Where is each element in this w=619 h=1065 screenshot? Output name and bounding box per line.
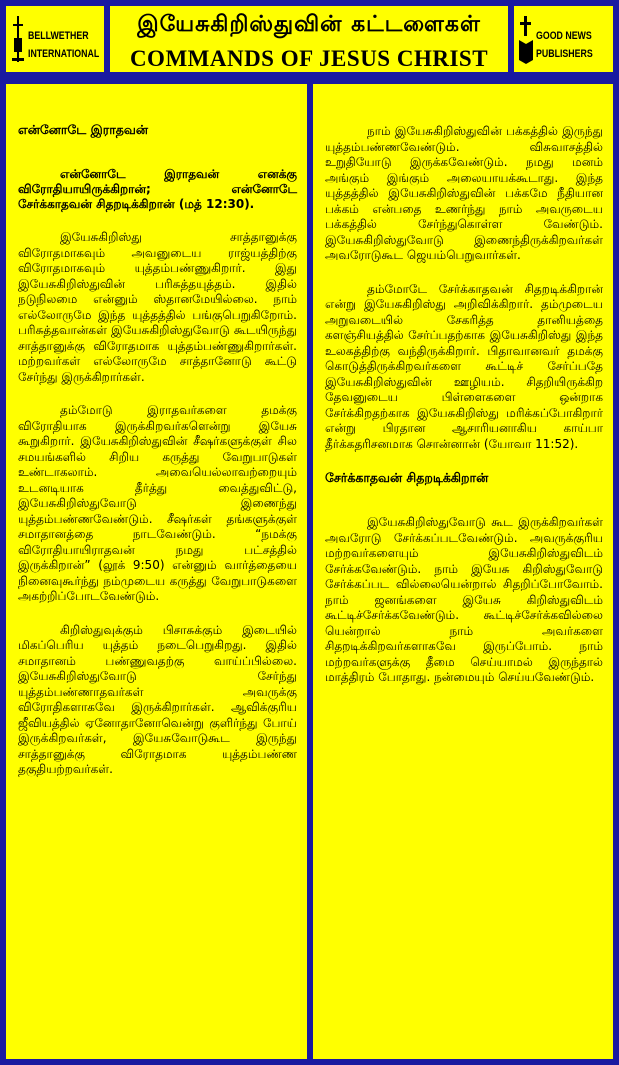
left-logo-line-2: INTERNATIONAL <box>28 48 100 60</box>
right-logo-line-1: GOOD NEWS <box>536 30 592 42</box>
paragraph-left-2: தம்மோடு இராதவர்களை தமக்கு விரோதியாக இருக்கிறவர்களென்று இயேசு கூறுகிறார். இயேசுகிறிஸ்துவின் சீஷர்களுக்குள் சில சமயங்களில் சிறிய கருத்து வேறுபாடுகள் உண்டாகலாம். அவையெல்லாவற்றையும் உடனடியாக தீர்த்து வைத்துவிட்டு, இயேசுகிறிஸ்துவோடு இணைந்து யுத்தம்பண்ணவேண்டும். சீஷர்கள் தங்களுக்குள் சமாதானத்தை நாடவேண்டும். “நமக்கு விரோதியாயிராதவன் நமது பட்சத்தில் இருக்கிறான்” (லூக் 9:50) என்னும் வார்த்தையை நினைவுகூர்ந்து நம்முடைய கருத்து வேறுபாடுகளை அகற்றிப்போடவேண்டும். <box>18 403 297 603</box>
scripture-quote: என்னோடே இராதவன் எனக்கு விரோதியாயிருக்கிறான்; என்னோடே சேர்க்காதவன் சிதறடிக்கிறான் (மத் 12:30). <box>18 167 297 211</box>
right-logo-line-2: PUBLISHERS <box>536 48 593 60</box>
book-logo-icon <box>518 14 534 64</box>
page-title-english: COMMANDS OF JESUS CHRIST <box>129 46 489 71</box>
paragraph-left-1: இயேசுகிறிஸ்து சாத்தானுக்கு விரோதமாகவும் அவனுடைய ராஜ்யத்திற்கு விரோதமாகவும் யுத்தம்பண்ணுகிறார். இது இயேசுகிறிஸ்துவின் பரிசுத்தயுத்தம். இதில் நடுநிலமை என்னும் ஸ்தானமேயில்லை. நாம் எல்லோருமே இந்த யுத்தத்தில் பங்குபெறுகிறோம். பரிசுத்தவான்கள் இயேசுகிறிஸ்துவோடு கூடயிருந்து சாத்தானுக்கு விரோதமாக யுத்தம்பண்ணுகிறார்கள். மற்றவர்கள் எல்லோருமே சாத்தானோடு கூட்டு சேர்ந்து இருக்கிறார்கள். <box>18 230 297 384</box>
title-box <box>107 3 511 75</box>
left-column <box>3 81 310 1062</box>
page-title-tamil: இயேசுகிறிஸ்துவின் கட்டளைகள் <box>137 12 481 37</box>
bellwether-logo-icon <box>10 14 26 64</box>
paragraph-left-3: கிறிஸ்துவுக்கும் பிசாசுக்கும் இடையில் மிகப்பெரிய யுத்தம் நடைபெறுகிறது. இதில் சமாதானம் பண்ணுவதற்கு வாய்ப்பில்லை. இயேசுகிறிஸ்துவோடு சேர்ந்து யுத்தம்பண்ணாதவர்கள் அவருக்கு விரோதிகளாகவே இருக்கிறார்கள். ஆவிக்குரிய ஜீவியத்தில் ஏனோதானோவென்று குளிர்ந்து போய் இருக்கிறவர்கள், இயேசுவோடுகூட இருந்து சாத்தானுக்கு விரோதமாக யுத்தம்பண்ண தகுதியற்றவர்கள். <box>18 622 297 776</box>
section-heading-left: என்னோடே இராதவன் <box>18 122 148 137</box>
right-logo-box <box>511 3 616 75</box>
paragraph-right-3: இயேசுகிறிஸ்துவோடு கூட இருக்கிறவர்கள் அவரோடு சேர்க்கப்படவேண்டும். அவருக்குரிய மற்றவர்களையும் இயேசுகிறிஸ்துவிடம் சேர்க்கவேண்டும். நாம் இயேசு கிறிஸ்துவோடு சேர்க்கப்பட வில்லையென்றால் சிதறிப்போவோம். நாம் ஜனங்களை இயேசு கிறிஸ்துவிடம் கூட்டிச்சேர்க்கவேண்டும். கூட்டிச்சேர்க்கவில்லை யென்றால் நாம் அவர்களை சிதறடிக்கிறவர்களாகவே இருப்போம். நாம் மற்றவர்களுக்கு தீமை செய்யாமல் இருந்தால் மாத்திரம் போதாது. நன்மையும் செய்யவேண்டும். <box>325 515 603 684</box>
right-column <box>310 81 616 1062</box>
left-logo-line-1: BELLWETHER <box>28 30 89 42</box>
left-logo-box <box>3 3 107 75</box>
section-heading-right: சேர்க்காதவன் சிதறடிக்கிறான் <box>325 470 489 485</box>
paragraph-right-1: நாம் இயேசுகிறிஸ்துவின் பக்கத்தில் இருந்து யுத்தம்பண்ணவேண்டும். விசுவாசத்தில் உறுதியோடு இருக்கவேண்டும். நமது மனம் அங்கும் இங்கும் அலையாயக்கூடாது. இந்த யுத்தத்தில் இயேசுகிறிஸ்துவின் பக்கமே நீதியான பக்கம் என்பதை உணர்ந்து நாம் அவருடைய பக்கத்தில் சேர்ந்துகொள்ள வேண்டும். இயேசுகிறிஸ்துவோடு இணைந்திருக்கிறவர்கள் அவரோடுகூட ஜெயம்பெறுவார்கள். <box>325 124 603 262</box>
paragraph-right-2: தம்மோடே சேர்க்காதவன் சிதறடிக்கிறான் என்று இயேசுகிறிஸ்து அறிவிக்கிறார். தம்முடைய அறுவடையில் சேகரித்த தானியத்தை களஞ்சியத்தில் சேர்ப்பதற்காக இயேசுகிறிஸ்து இந்த உலகத்திற்கு வந்திருக்கிறார். பிதாவானவர் தமக்கு கொடுத்திருக்கிறவர்களை கூட்டிச் சேர்ப்பதே இயேசுகிறிஸ்துவின் ஊழியம். சிதறியிருக்கிற தேவனுடைய பிள்ளைகளை ஒன்றாக சேர்க்கிறதற்காக இயேசுகிறிஸ்து மரிக்கப்போகிறார் என்று பிரதான ஆசாரியனாகிய காய்பா தீர்க்கதரிசனமாக சொன்னான் (யோவா 11:52). <box>325 281 603 451</box>
